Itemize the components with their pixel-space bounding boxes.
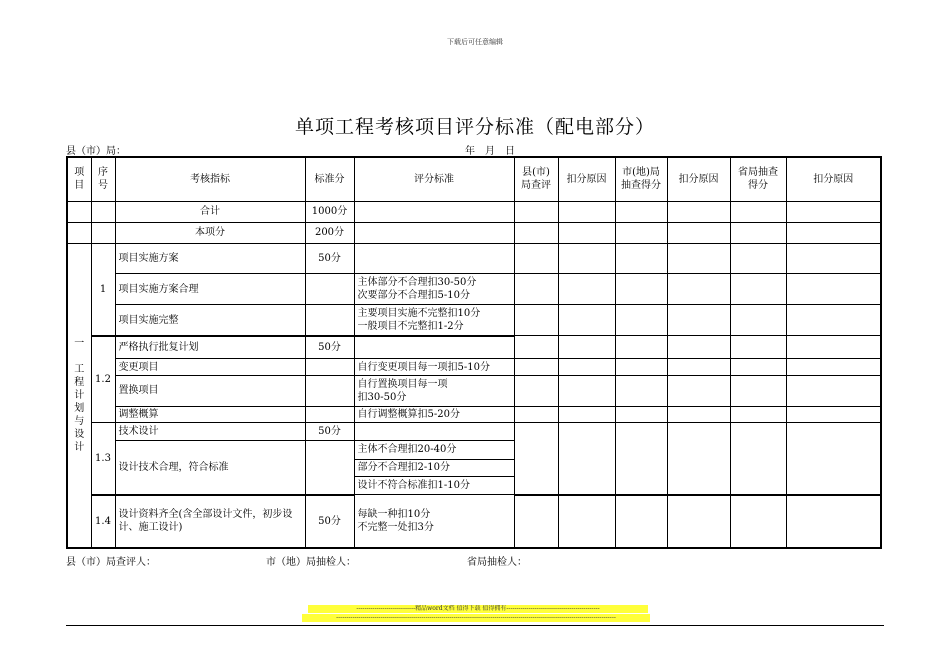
this-item-row <box>67 222 881 243</box>
standard-score: 50分 <box>305 422 354 440</box>
col-deduct-reason-2: 扣分原因 <box>667 157 730 201</box>
date-label: 年 月 日 <box>465 146 515 157</box>
indicator-text: 项目实施完整 <box>115 305 305 336</box>
seq-1: 1 <box>91 243 115 335</box>
criteria-text: 每缺一种扣10分 不完整一处扣3分 <box>354 495 514 548</box>
table-row <box>67 305 881 336</box>
banner-line-2: ------------------------------------------------------------------------------------------------------------------------------------------ <box>302 614 650 622</box>
table-row <box>67 336 881 359</box>
indicator-text: 设计技术合理，符合标准 <box>115 440 305 494</box>
indicator-text: 项目实施方案 <box>115 243 305 273</box>
col-indicator: 考核指标 <box>115 157 305 201</box>
criteria-text: 自行调整概算扣5-20分 <box>354 406 514 422</box>
bottom-rule <box>66 625 884 626</box>
table-row <box>67 243 881 273</box>
criteria-text: 设计不符合标准扣1-10分 <box>354 477 514 495</box>
province-checker-label: 省局抽检人： <box>467 557 527 568</box>
indicator-text: 技术设计 <box>115 422 305 440</box>
total-row <box>67 201 881 222</box>
seq-1-3: 1.3 <box>91 422 115 494</box>
col-deduct-reason-3: 扣分原因 <box>786 157 881 201</box>
criteria-text: 主要项目实施不完整扣10分 一般项目不完整扣1-2分 <box>354 305 514 336</box>
county-reviewer-label: 县（市）局查评人： <box>66 557 156 568</box>
criteria-text: 主体不合理扣20-40分 <box>354 440 514 459</box>
section-label: 一 工 程 计 划 与 设 计 <box>67 243 91 548</box>
seq-1-4: 1.4 <box>91 495 115 548</box>
indicator-text: 项目实施方案合理 <box>115 274 305 305</box>
indicator-text: 变更项目 <box>115 359 305 375</box>
indicator-text: 严格执行批复计划 <box>115 336 305 359</box>
county-label: 县（市）局： <box>66 146 126 157</box>
scoring-table <box>66 156 882 549</box>
col-item: 项目 <box>67 157 91 201</box>
col-criteria: 评分标准 <box>354 157 514 201</box>
indicator-text: 置换项目 <box>115 375 305 406</box>
indicator-text: 设计资料齐全(含全部设计文件，初步设计、施工设计) <box>115 495 305 548</box>
city-checker-label: 市（地）局抽检人： <box>266 557 356 568</box>
col-seq: 序号 <box>91 157 115 201</box>
table-row <box>67 495 881 548</box>
banner-line-1: -----------------------------精品word文档 值得下载 值得拥有---------------------------------------------- <box>308 605 648 613</box>
header-note: 下载后可任意编辑 <box>447 38 503 46</box>
header-row <box>67 157 881 201</box>
seq-1-2: 1.2 <box>91 336 115 422</box>
table-row <box>67 406 881 422</box>
page-title: 单项工程考核项目评分标准（配电部分） <box>294 116 655 138</box>
criteria-text: 部分不合理扣2-10分 <box>354 459 514 476</box>
total-score: 1000分 <box>305 201 354 222</box>
table-row <box>67 375 881 406</box>
table-row <box>67 359 881 375</box>
col-deduct-reason-1: 扣分原因 <box>558 157 615 201</box>
col-standard-score: 标准分 <box>305 157 354 201</box>
table-row <box>67 274 881 305</box>
table-row <box>67 422 881 440</box>
standard-score: 50分 <box>305 243 354 273</box>
this-item-score: 200分 <box>305 222 354 243</box>
col-city-score: 市(地)局抽查得分 <box>615 157 667 201</box>
indicator-text: 调整概算 <box>115 406 305 422</box>
total-label: 合计 <box>115 201 305 222</box>
criteria-text: 主体部分不合理扣30-50分 次要部分不合理扣5-10分 <box>354 274 514 305</box>
this-item-label: 本项分 <box>115 222 305 243</box>
criteria-text: 自行变更项目每一项扣5-10分 <box>354 359 514 375</box>
criteria-text: 自行置换项目每一项 扣30-50分 <box>354 375 514 406</box>
col-province-score: 省局抽查得分 <box>730 157 786 201</box>
col-county-score: 县(市)局查评 <box>514 157 558 201</box>
standard-score: 50分 <box>305 336 354 359</box>
standard-score: 50分 <box>305 495 354 548</box>
